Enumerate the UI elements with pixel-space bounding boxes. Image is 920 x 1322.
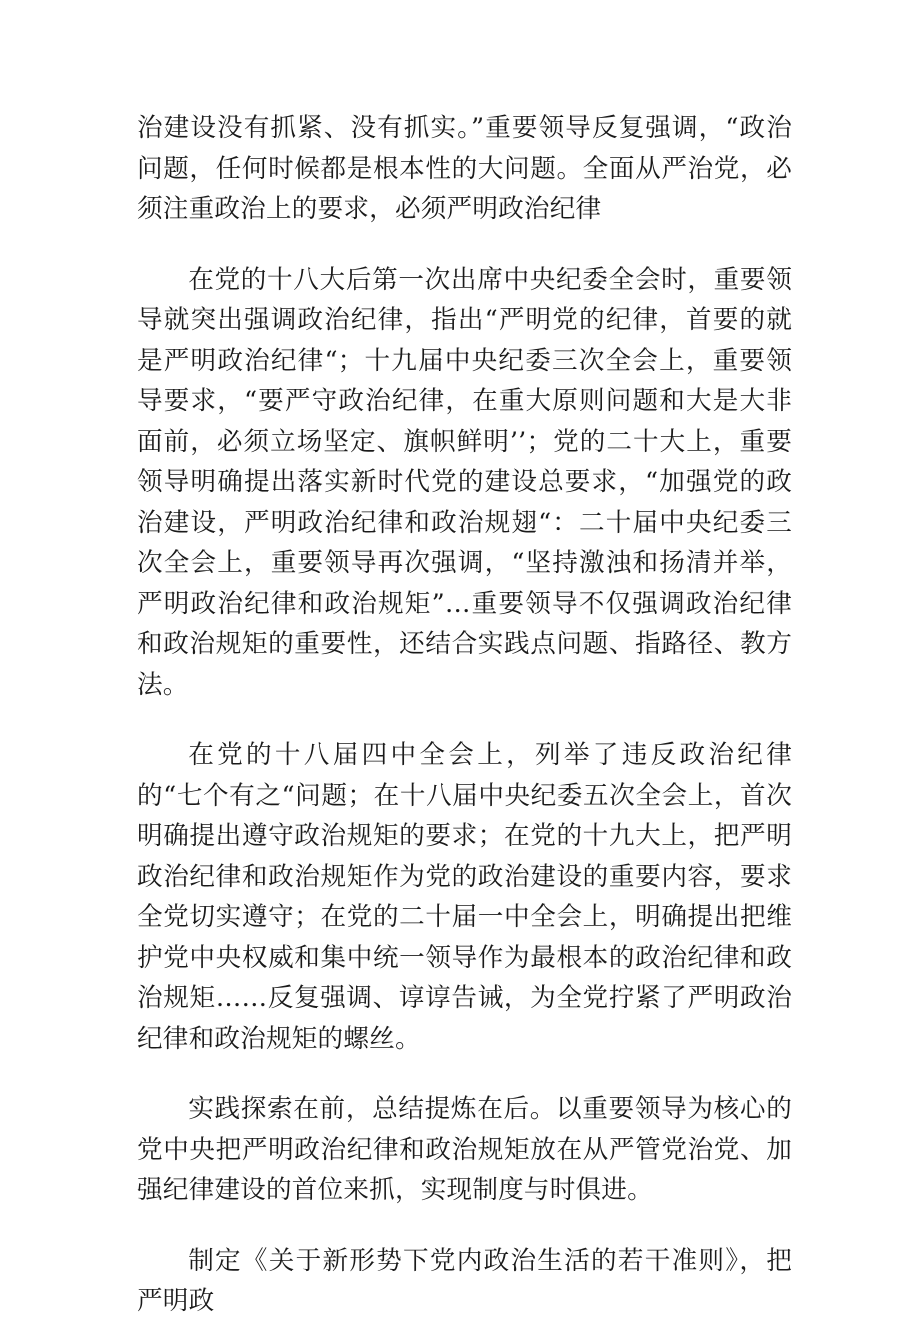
paragraph-gap	[137, 1059, 792, 1089]
paragraph-1: 治建设没有抓紧、没有抓实。”重要领导反复强调，“政治问题，任何时候都是根本性的大问题。全面从严治党，必须注重政治上的要求，必须严明政治纪律	[137, 113, 792, 224]
paragraph-gap	[137, 705, 792, 735]
paragraph-5: 制定《关于新形势下党内政治生活的若干准则》，把严明政	[137, 1245, 792, 1316]
paragraph-gap	[137, 230, 792, 260]
document-body	[137, 108, 792, 1322]
paragraph-2: 在党的十八大后第一次出席中央纪委全会时，重要领导就突出强调政治纪律，指出“严明党的纪律，首要的就是严明政治纪律“；十九届中央纪委三次全会上，重要领导要求，“要严守政治纪律，在重大原则问题和大是大非面前，必须立场坚定、旗帜鲜明’’；党的二十大上，重要领导明确提出落实新时代党的建设总要求，“加强党的政治建设，严明政治纪律和政治规翅“：二十届中央纪委三次全会上，重要领导再次强调，“坚持激浊和扬清并举，严明政治纪律和政治规矩”…重要领导不仅强调政治纪律和政治规矩的重要性，还结合实践点问题、指路径、教方法。	[137, 264, 792, 700]
paragraph-3: 在党的十八届四中全会上，列举了违反政治纪律的“七个有之“问题；在十八届中央纪委五次全会上，首次明确提出遵守政治规矩的要求；在党的十九大上，把严明政治纪律和政治规矩作为党的政治建设的重要内容，要求全党切实遵守；在党的二十届一中全会上，明确提出把维护党中央权威和集中统一领导作为最根本的政治纪律和政治规矩……反复强调、谆谆告诫，为全党拧紧了严明政治纪律和政治规矩的螺丝。	[137, 740, 792, 1054]
paragraph-4: 实践探索在前，总结提炼在后。以重要领导为核心的党中央把严明政治纪律和政治规矩放在从严管党治党、加强纪律建设的首位来抓，实现制度与时俱进。	[137, 1094, 792, 1205]
paragraph-gap	[137, 1211, 792, 1241]
